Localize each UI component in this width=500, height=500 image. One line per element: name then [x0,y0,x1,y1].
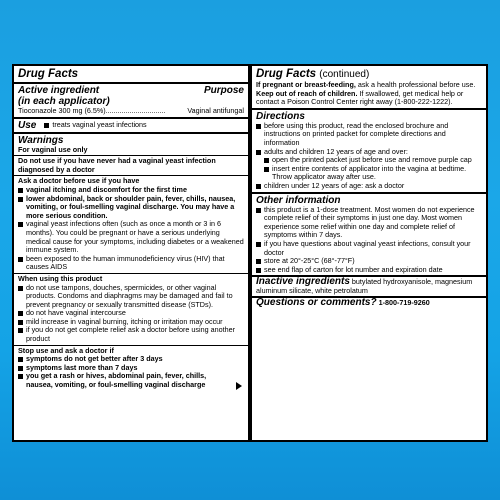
bullet-icon [18,188,23,193]
list-item: children under 12 years of age: ask a doctor [256,182,482,191]
continued-section [252,66,486,110]
ask-doctor-heading: Ask a doctor before use if you have [18,176,140,186]
bullet-icon [18,311,23,316]
bullet-icon [44,123,49,128]
other-information-heading: Other information [256,194,341,206]
questions-phone: 1-800-719-9260 [378,298,430,308]
bullet-icon [18,374,23,379]
bullet-icon [18,197,23,202]
drug-facts-continued-title: Drug Facts (continued) [256,68,370,80]
purpose-heading: Purpose [203,85,244,96]
list-item: you get a rash or hives, abdominal pain, fever, chills, nausea, vomiting, or foul-smelling vaginal discharge [18,372,244,389]
list-item: if you do not get complete relief ask a doctor before using another product [18,326,244,343]
continued-label: (continued) [319,69,370,80]
list-item: been exposed to the human immunodeficiency virus (HIV) that causes AIDS [18,255,244,272]
list-item: store at 20°-25°C (68°-77°F) [256,257,482,266]
list-item: if you have questions about vaginal yeast infections, consult your doctor [256,240,482,257]
list-item: do not use tampons, douches, spermicides, or other vaginal products. Condoms and diaphragms may be damaged and fail to prevent pregnancy or sexually transmitted disease (STDs). [18,284,244,310]
bullet-icon [256,184,261,189]
list-item: mild increase in vaginal burning, itching or irritation may occur [18,318,244,327]
use-text: treats vaginal yeast infections [52,119,147,129]
other-information-section [252,194,486,278]
list-item: do not have vaginal intercourse [18,309,244,318]
active-ingredient-subheading: (in each applicator) [18,96,110,107]
list-item: this product is a 1-dose treatment. Most women do not experience complete relief of their symptoms in just one day. Most women experience some relief within one day and complete relief of symptoms within 7 days. [256,206,482,240]
list-item: see end flap of carton for lot number and expiration date [256,266,482,275]
drug-facts-panel-left [12,64,250,442]
list-item: vaginal yeast infections often (such as once a month or 3 in 6 months). You could be pregnant or have a serious underlying medical cause for your symptoms, including diabetes or a weakened immune system. [18,220,244,254]
active-ingredient-section [14,84,248,119]
list-item: open the printed packet just before use and remove purple cap [256,156,482,165]
inactive-ingredients-section [252,277,486,298]
ingredient-name: Tioconazole 300 mg (6.5%) [18,106,106,115]
list-item: symptoms do not get better after 3 days [18,355,244,364]
bullet-icon [256,242,261,247]
use-section [14,119,248,134]
active-ingredient-heading: Active ingredient [18,85,100,96]
bullet-icon [256,150,261,155]
bullet-icon [18,222,23,227]
warnings-section [14,134,248,396]
bullet-icon [18,286,23,291]
bullet-icon [18,320,23,325]
keep-out-of-reach: Keep out of reach of children. If swallowed, get medical help or contact a Poison Control Center right away (1-800-222-1222). [256,88,464,107]
questions-heading: Questions or comments? [256,297,377,309]
bullet-icon [256,208,261,213]
ingredient-purpose: Vaginal antifungal [187,106,244,115]
when-using-heading: When using this product [18,273,103,283]
bullet-icon [264,158,269,163]
use-heading: Use [18,119,37,131]
ingredient-dots: .............................. [105,107,166,115]
drug-facts-panel-right [250,64,488,442]
list-item: before using this product, read the enclosed brochure and instructions on printed packet for complete directions and information [256,122,482,148]
list-item: symptoms last more than 7 days [18,364,244,373]
inactive-ingredients-text: butylated hydroxyanisole, magnesium aluminum silicate, white petrolatum [256,277,473,295]
inactive-ingredients-heading: Inactive ingredients [256,276,350,288]
bullet-icon [18,257,23,262]
directions-section [252,110,486,194]
bullet-icon [264,167,269,172]
pregnant-warning: If pregnant or breast-feeding, ask a health professional before use. [256,80,476,89]
drug-facts-title: Drug Facts [18,68,79,80]
list-item: lower abdominal, back or shoulder pain, fever, chills, nausea, vomiting, or foul-smelling vaginal discharge. You may have a more serious condition. [18,195,244,221]
bullet-icon [18,328,23,333]
continue-arrow-icon [236,382,242,390]
list-item: vaginal itching and discomfort for the first time [18,186,244,195]
list-item: adults and children 12 years of age and over: [256,148,482,157]
stop-use-heading: Stop use and ask a doctor if [18,345,114,355]
directions-heading: Directions [256,110,305,122]
bullet-icon [256,259,261,264]
bullet-icon [18,366,23,371]
warnings-heading: Warnings [18,134,64,146]
do-not-use-warning: Do not use if you have never had a vaginal yeast infection diagnosed by a doctor [18,156,216,174]
drug-facts-title-section [14,66,248,84]
bullet-icon [256,268,261,273]
for-vaginal-use: For vaginal use only [18,144,88,154]
bullet-icon [18,357,23,362]
bullet-icon [256,124,261,129]
list-item: insert entire contents of applicator into the vagina at bedtime. Throw applicator away after use. [256,165,482,182]
questions-section [252,298,486,309]
